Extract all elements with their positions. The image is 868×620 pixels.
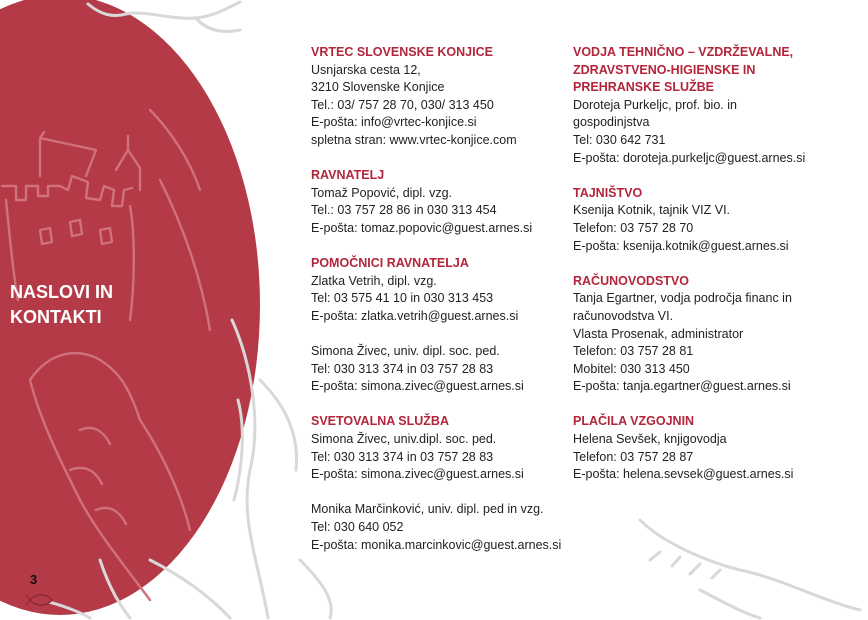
section-heading: RAČUNOVODSTVO <box>573 273 689 288</box>
contact-name-line: Tomaž Popović, dipl. vzg. <box>311 185 453 200</box>
email-line: E-pošta: monika.marcinkovic@guest.arnes.si <box>311 537 562 552</box>
phone-line: Tel: 030 313 374 in 03 757 28 83 <box>311 361 494 376</box>
email-line: E-pošta: simona.zivec@guest.arnes.si <box>311 467 524 482</box>
fish-icon <box>26 592 56 608</box>
section-heading: POMOČNICI RAVNATELJA <box>311 256 469 271</box>
section-heading-line: VODJA TEHNIČNO – VZDRŽEVALNE, <box>573 45 794 59</box>
phone-line: Telefon: 03 757 28 87 <box>573 449 694 464</box>
contact-name-line: računovodstva VI. <box>573 308 674 323</box>
email-line: E-pošta: doroteja.purkeljc@guest.arnes.si <box>573 150 806 165</box>
email-line: E-pošta: tomaz.popovic@guest.arnes.si <box>311 220 533 235</box>
contact-name-line: Simona Živec, univ.dipl. soc. ped. <box>311 432 497 447</box>
contact-name-line: Vlasta Prosenak, administrator <box>573 326 744 341</box>
contact-section-svetovalna <box>311 413 566 554</box>
phone-line: Tel.: 03/ 757 28 70, 030/ 313 450 <box>311 97 494 112</box>
contact-section-tajnistvo <box>573 185 863 255</box>
phone-line: Telefon: 03 757 28 81 <box>573 344 694 359</box>
mobile-line: Mobitel: 030 313 450 <box>573 361 690 376</box>
phone-line: Tel: 03 575 41 10 in 030 313 453 <box>311 291 494 306</box>
contact-name-line: Zlatka Vetrih, dipl. vzg. <box>311 273 437 288</box>
contacts-left-column <box>311 44 566 572</box>
page-title-line-1: NASLOVI IN <box>10 282 114 302</box>
contact-section-racunovodstvo <box>573 273 863 396</box>
contacts-right-column <box>573 44 863 501</box>
contact-section-ravnatelj <box>311 167 566 237</box>
contact-section-pomocnici <box>311 255 566 396</box>
page-number: 3 <box>30 572 38 587</box>
phone-line: Tel.: 03 757 28 86 in 030 313 454 <box>311 203 497 218</box>
contact-name-line: Doroteja Purkeljc, prof. bio. in <box>573 97 737 112</box>
phone-line: Telefon: 03 757 28 70 <box>573 220 694 235</box>
email-line: E-pošta: helena.sevsek@guest.arnes.si <box>573 467 794 482</box>
page-title-line-2: KONTAKTI <box>10 307 102 327</box>
contact-name-line: Tanja Egartner, vodja področja financ in <box>573 291 792 306</box>
website-line: spletna stran: www.vrtec-konjice.com <box>311 132 517 147</box>
section-heading-line: PREHRANSKE SLUŽBE <box>573 80 714 95</box>
address-line: Usnjarska cesta 12, <box>311 62 421 77</box>
phone-line: Tel: 030 642 731 <box>573 132 666 147</box>
contact-name-line: Ksenija Kotnik, tajnik VIZ VI. <box>573 203 731 218</box>
email-line: E-pošta: simona.zivec@guest.arnes.si <box>311 379 524 394</box>
page-title <box>10 280 150 330</box>
contact-section-placila <box>573 413 863 483</box>
email-line: E-pošta: zlatka.vetrih@guest.arnes.si <box>311 308 519 323</box>
address-line: 3210 Slovenske Konjice <box>311 80 445 95</box>
contact-name-line: Simona Živec, univ. dipl. soc. ped. <box>311 344 500 359</box>
contact-section-vodja-tehnicne <box>573 44 863 167</box>
section-heading: RAVNATELJ <box>311 168 385 183</box>
phone-line: Tel: 030 313 374 in 03 757 28 83 <box>311 449 494 464</box>
section-heading: VRTEC SLOVENSKE KONJICE <box>311 45 493 59</box>
contact-name-line: gospodinjstva <box>573 115 650 130</box>
phone-line: Tel: 030 640 052 <box>311 520 404 535</box>
contact-name-line: Monika Marčinković, univ. dipl. ped in vzg. <box>311 502 544 517</box>
contact-name-line: Helena Sevšek, knjigovodja <box>573 432 727 447</box>
email-line: E-pošta: info@vrtec-konjice.si <box>311 115 477 130</box>
section-heading <box>573 44 863 97</box>
email-line: E-pošta: tanja.egartner@guest.arnes.si <box>573 379 791 394</box>
section-heading: SVETOVALNA SLUŽBA <box>311 414 449 429</box>
section-heading: TAJNIŠTVO <box>573 185 643 200</box>
section-heading-line: ZDRAVSTVENO-HIGIENSKE IN <box>573 62 756 77</box>
contact-section-vrtec <box>311 44 566 150</box>
email-line: E-pošta: ksenija.kotnik@guest.arnes.si <box>573 238 789 253</box>
section-heading: PLAČILA VZGOJNIN <box>573 414 695 429</box>
